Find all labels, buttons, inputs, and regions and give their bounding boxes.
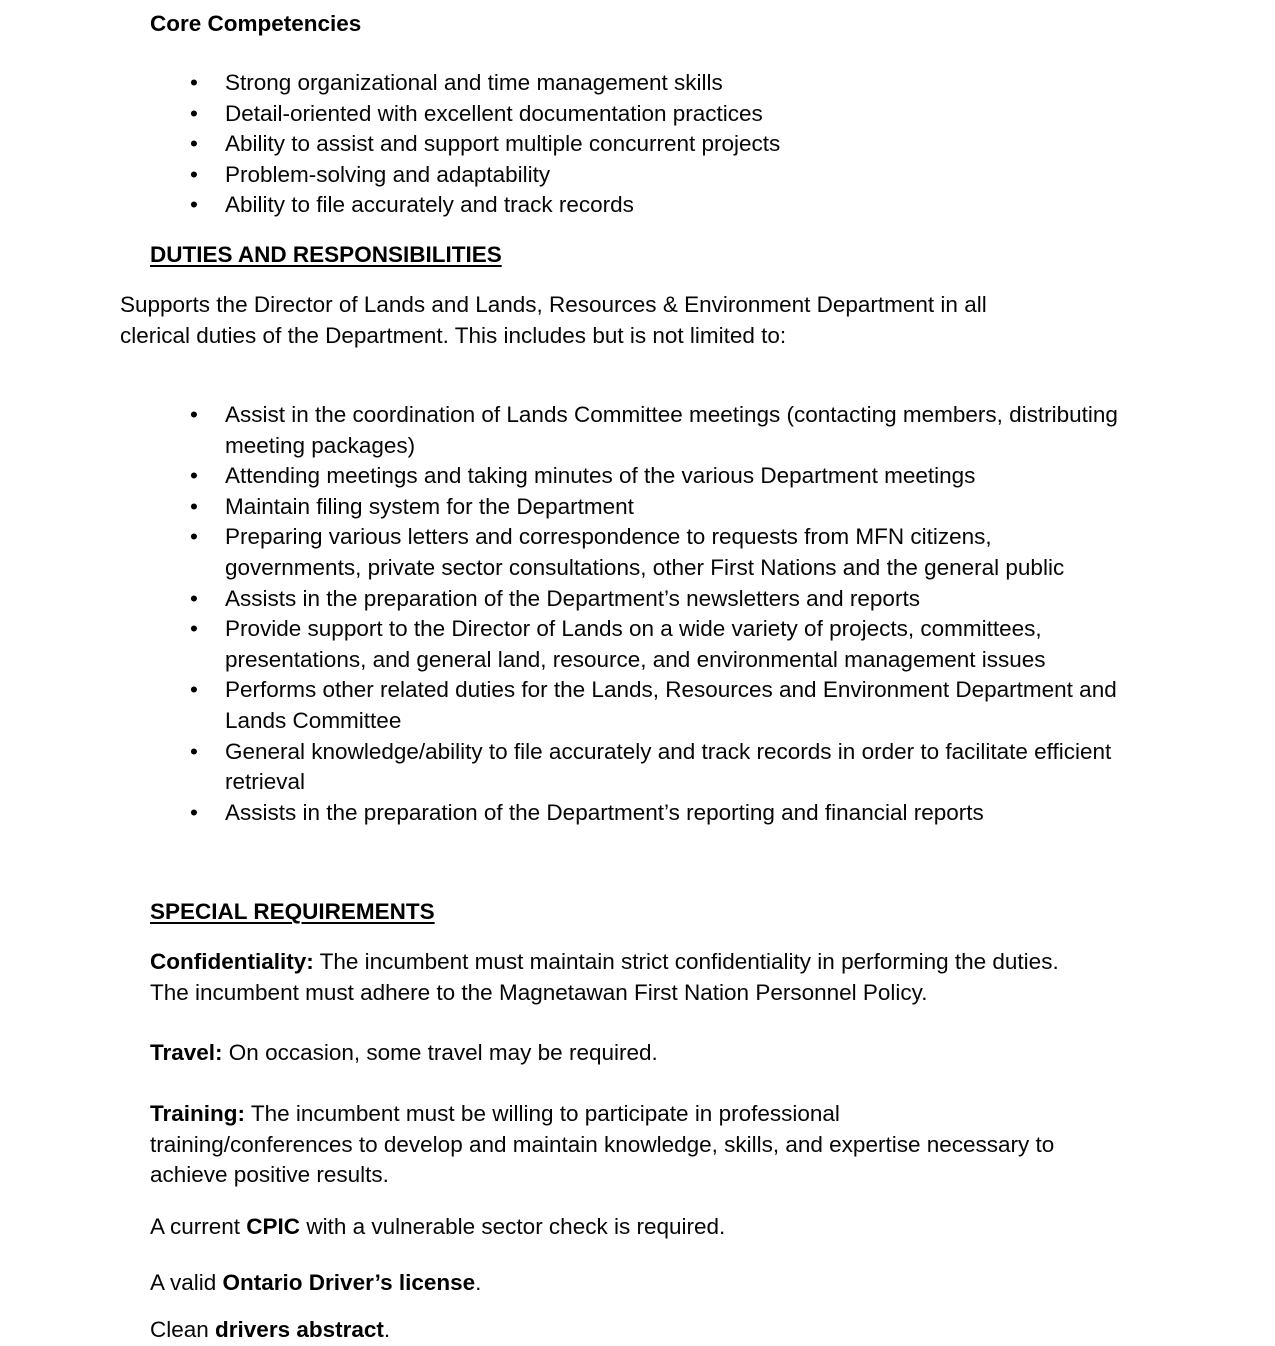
bullet-icon: • — [190, 463, 198, 489]
bullet-icon: • — [190, 585, 198, 611]
duties-intro-line-2: clerical duties of the Department. This includes but is not limited to: — [120, 322, 787, 348]
bullet-icon: • — [190, 616, 198, 642]
cpic-bold: CPIC — [246, 1214, 301, 1239]
duties-and-responsibilities-heading: DUTIES AND RESPONSIBILITIES — [150, 242, 502, 267]
table-row — [190, 400, 1120, 461]
core-competencies-heading: Core Competencies — [150, 11, 362, 36]
list-item-label: Provide support to the Director of Lands on a wide variety of projects, committees, presentations, and general land, resource, and environmental management issues — [225, 616, 1046, 672]
duties-intro-line-1: Supports the Director of Lands and Lands, Resources & Environment Department in all — [120, 292, 987, 317]
table-row — [190, 492, 1120, 523]
list-item-label: General knowledge/ability to file accurately and track records in order to facilitate efficient retrieval — [225, 738, 1112, 795]
bullet-icon: • — [190, 738, 198, 764]
training-label: Training: — [150, 1101, 245, 1126]
list-item-label: Problem-solving and adaptability — [225, 161, 551, 187]
bullet-icon: • — [190, 131, 198, 157]
list-item-label: Strong organizational and time management skills — [225, 70, 723, 95]
bullet-icon: • — [190, 192, 198, 218]
bullet-icon: • — [190, 493, 198, 519]
duties-intro-paragraph — [120, 290, 1110, 351]
confidentiality-paragraph — [150, 947, 1090, 1008]
bullet-icon: • — [190, 161, 198, 187]
abstract-suffix: . — [383, 1317, 391, 1342]
list-item — [190, 160, 1120, 191]
list-item-label: Performs other related duties for the Lands, Resources and Environment Department and Lands Committee — [225, 677, 1117, 733]
bullet-icon: • — [190, 100, 198, 126]
training-paragraph — [150, 1099, 1115, 1191]
list-item-label: Ability to assist and support multiple concurrent projects — [225, 131, 781, 157]
table-row — [190, 675, 1120, 736]
drivers-license-paragraph — [150, 1268, 1090, 1299]
confidentiality-label: Confidentiality: — [150, 949, 314, 974]
abstract-bold: drivers abstract — [215, 1317, 384, 1342]
license-bold: Ontario Driver’s license — [222, 1270, 476, 1295]
cpic-prefix: A current — [150, 1214, 247, 1239]
drivers-abstract-paragraph — [150, 1315, 1090, 1346]
list-item-label: Maintain filing system for the Department — [225, 493, 634, 519]
table-row — [190, 798, 1120, 829]
table-row — [190, 737, 1120, 798]
bullet-icon: • — [190, 799, 198, 825]
list-item-label: Detail-oriented with excellent documentation practices — [225, 100, 763, 126]
travel-label: Travel: — [150, 1040, 223, 1065]
table-row — [190, 522, 1120, 583]
list-item-label: Assists in the preparation of the Department’s reporting and financial reports — [225, 799, 984, 825]
table-row — [190, 461, 1120, 492]
cpic-paragraph — [150, 1212, 1090, 1243]
list-item — [190, 68, 1120, 99]
list-item-label: Assist in the coordination of Lands Committee meetings (contacting members, distributing meeting packages) — [225, 402, 1118, 458]
list-item-label: Ability to file accurately and track records — [225, 192, 634, 218]
list-item-label: Assists in the preparation of the Department’s newsletters and reports — [225, 585, 920, 611]
list-item — [190, 129, 1120, 160]
abstract-prefix: Clean — [150, 1317, 216, 1342]
list-item-label: Preparing various letters and correspondence to requests from MFN citizens, governments, private sector consultations, other First Nations and the general public — [225, 524, 1065, 580]
confidentiality-text: The incumbent must maintain strict confidentiality in performing the duties. The incumbent must adhere to the Magnetawan First Nation Personnel Policy. — [150, 949, 1059, 1005]
cpic-suffix: with a vulnerable sector check is required. — [300, 1214, 726, 1239]
list-item — [190, 190, 1120, 221]
license-suffix: . — [475, 1270, 482, 1295]
travel-text: On occasion, some travel may be required. — [222, 1040, 658, 1065]
table-row — [190, 614, 1120, 675]
special-requirements-heading: SPECIAL REQUIREMENTS — [150, 899, 435, 924]
travel-paragraph — [150, 1038, 1090, 1069]
bullet-icon: • — [190, 402, 198, 427]
duties-list — [190, 400, 1120, 828]
bullet-icon: • — [190, 677, 198, 703]
core-competencies-list — [190, 68, 1120, 221]
training-text-line-1: The incumbent must be willing to participate in professional — [245, 1101, 840, 1126]
bullet-icon: • — [190, 524, 198, 550]
training-text-line-2: training/conferences to develop and maintain knowledge, skills, and expertise necessary to achieve positive results. — [150, 1131, 1055, 1188]
list-item-label: Attending meetings and taking minutes of the various Department meetings — [225, 463, 976, 489]
license-prefix: A valid — [150, 1270, 223, 1295]
list-item — [190, 99, 1120, 130]
bullet-icon: • — [190, 70, 198, 95]
table-row — [190, 584, 1120, 615]
